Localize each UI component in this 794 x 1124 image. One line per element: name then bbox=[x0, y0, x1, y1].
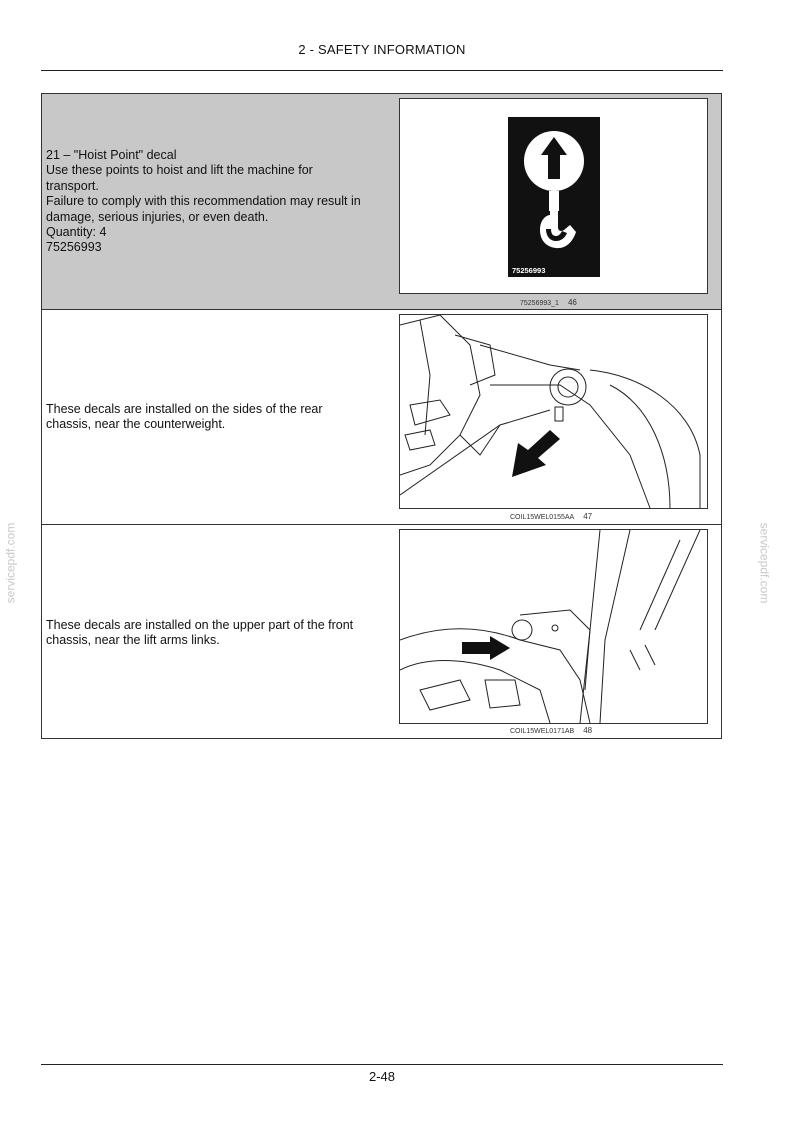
page-number: 2-48 bbox=[368, 1069, 396, 1084]
caption-number: 46 bbox=[567, 298, 577, 307]
figure-caption bbox=[520, 298, 577, 307]
figure-rear-chassis bbox=[399, 314, 708, 509]
decal-description bbox=[46, 148, 386, 256]
decal-description bbox=[46, 402, 386, 433]
table-row bbox=[42, 310, 721, 525]
warning-line: damage, serious injuries, or even death. bbox=[46, 209, 269, 224]
part-number: 75256993 bbox=[46, 240, 102, 255]
caption-code: 75256993_1 bbox=[520, 300, 559, 307]
figure-decal bbox=[399, 98, 708, 294]
table-row bbox=[42, 525, 721, 738]
caption-number: 47 bbox=[583, 512, 593, 521]
table-row bbox=[42, 94, 721, 310]
description-line: chassis, near the counterweight. bbox=[46, 417, 226, 432]
quantity-line: Quantity: 4 bbox=[46, 225, 107, 240]
page-header-title: 2 - SAFETY INFORMATION bbox=[298, 42, 466, 57]
warning-line: Failure to comply with this recommendation may result in bbox=[46, 194, 361, 209]
description-line: transport. bbox=[46, 178, 99, 193]
figure-front-chassis bbox=[399, 529, 708, 724]
description-line: chassis, near the lift arms links. bbox=[46, 633, 220, 648]
description-line: These decals are installed on the upper part of the front bbox=[46, 618, 354, 632]
description-line: These decals are installed on the sides of the rear bbox=[46, 402, 323, 416]
caption-code: COIL15WEL0171AB bbox=[510, 728, 575, 735]
caption-code: COIL15WEL0155AA bbox=[510, 514, 575, 521]
caption-number: 48 bbox=[583, 726, 593, 735]
figure-caption bbox=[510, 512, 592, 521]
watermark-right: servicepdf.com bbox=[757, 522, 772, 604]
decal-description bbox=[46, 618, 386, 649]
description-line: Use these points to hoist and lift the machine for bbox=[46, 163, 313, 178]
footer-rule bbox=[41, 1064, 723, 1065]
decal-title: 21 – "Hoist Point" decal bbox=[46, 148, 177, 162]
header-rule bbox=[41, 70, 723, 71]
figure-caption bbox=[510, 726, 592, 735]
watermark-left: servicepdf.com bbox=[3, 522, 18, 604]
decal-code-label: 75256993 bbox=[512, 266, 546, 275]
decal-table bbox=[41, 93, 722, 739]
